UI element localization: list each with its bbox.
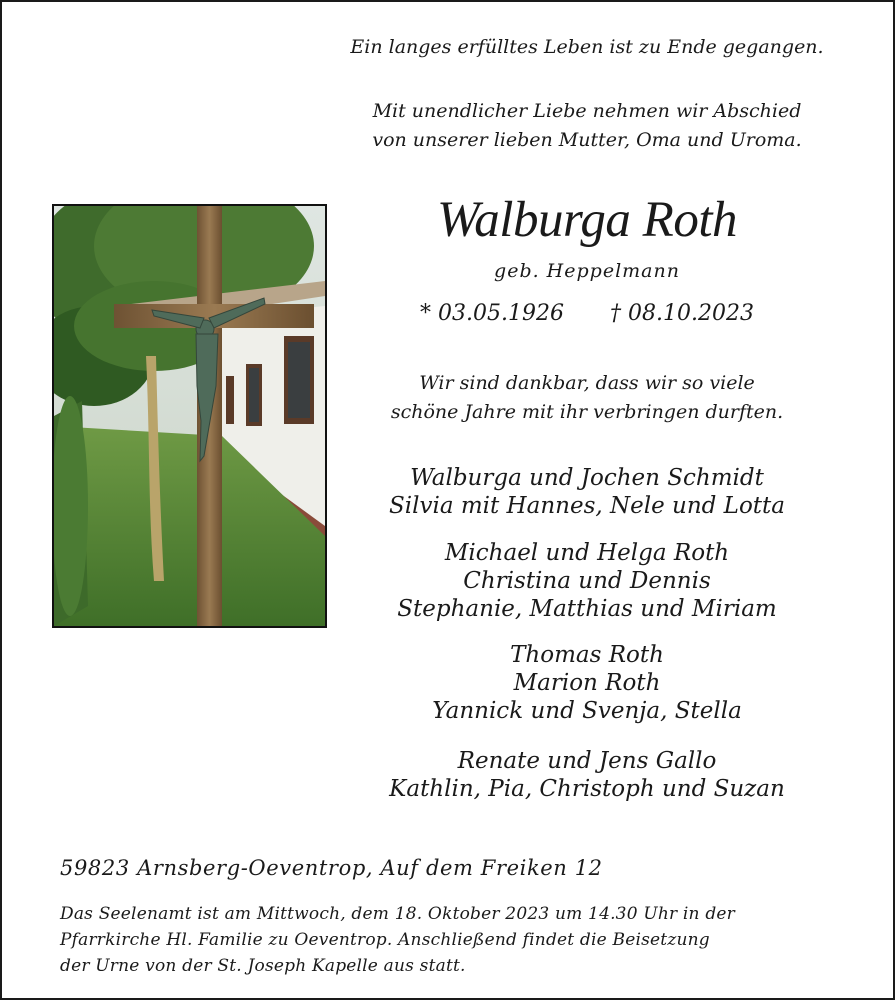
crucifix-photo [52, 204, 327, 628]
address: 59823 Arnsberg-Oeventrop, Auf dem Freiken 12 [60, 856, 603, 880]
family-group [347, 539, 827, 623]
family-line: Thomas Roth [510, 642, 664, 668]
family-line: Marion Roth [513, 670, 661, 696]
death-date: † 08.10.2023 [610, 301, 754, 326]
family-line: Kathlin, Pia, Christoph und Suzan [389, 776, 785, 802]
thanks-text [347, 369, 827, 427]
family-line: Christina und Dennis [463, 568, 711, 594]
thanks-line: schöne Jahre mit ihr verbringen durften. [390, 401, 784, 423]
intro-text [347, 32, 827, 62]
birth-date: * 03.05.1926 [420, 301, 564, 326]
notice-line: Das Seelenamt ist am Mittwoch, dem 18. Oktober 2023 um 14.30 Uhr in der [60, 904, 735, 924]
farewell-line: von unserer lieben Mutter, Oma und Uroma. [372, 129, 802, 151]
thanks-line: Wir sind dankbar, dass wir so viele [419, 372, 755, 394]
farewell-text [347, 97, 827, 155]
family-group [347, 747, 827, 803]
family-line: Silvia mit Hannes, Nele und Lotta [389, 493, 785, 519]
funeral-notice [60, 901, 840, 979]
family-group [347, 464, 827, 520]
family-line: Michael und Helga Roth [444, 540, 730, 566]
crucifix-photo-icon [54, 206, 325, 626]
farewell-line: Mit unendlicher Liebe nehmen wir Abschied [372, 100, 802, 122]
life-dates [347, 298, 827, 330]
family-line: Renate und Jens Gallo [457, 748, 717, 774]
deceased-name: Walburga Roth [437, 192, 737, 248]
family-line: Walburga und Jochen Schmidt [410, 465, 764, 491]
family-group [347, 641, 827, 725]
intro-line: Ein langes erfülltes Leben ist zu Ende gegangen. [350, 36, 824, 58]
family-line: Stephanie, Matthias und Miriam [397, 596, 777, 622]
notice-line: Pfarrkirche Hl. Familie zu Oeventrop. Anschließend findet die Beisetzung [60, 930, 710, 950]
maiden-name: geb. Heppelmann [494, 260, 680, 282]
family-line: Yannick und Svenja, Stella [432, 698, 742, 724]
notice-line: der Urne von der St. Joseph Kapelle aus statt. [60, 956, 466, 976]
